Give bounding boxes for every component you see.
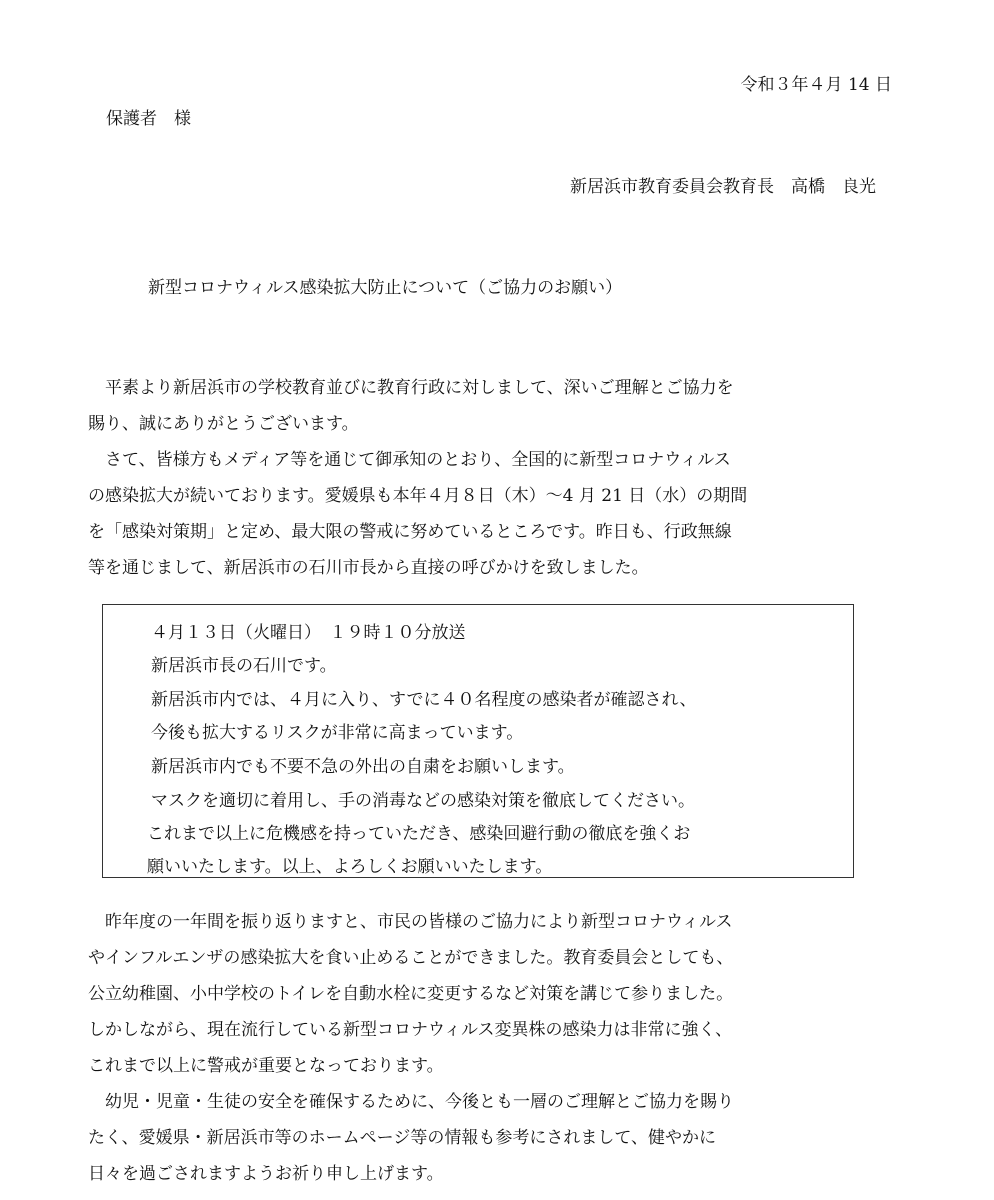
recipient: 保護者 様 bbox=[106, 109, 191, 129]
document-date: 令和３年４月 14 日 bbox=[740, 75, 892, 95]
text-line: 日々を過ごされますようお祈り申し上げます。 bbox=[88, 1164, 444, 1184]
text-line: の感染拡大が続いております。愛媛県も本年４月８日（木）～4 月 21 日（水）の期間 bbox=[88, 486, 748, 506]
text-line: を「感染対策期」と定め、最大限の警戒に努めているところです。昨日も、行政無線 bbox=[88, 522, 732, 542]
broadcast-line: これまで以上に危機感を持っていただき、感染回避行動の徹底を強くお bbox=[147, 824, 691, 844]
broadcast-line: 新居浜市長の石川です。 bbox=[151, 656, 337, 676]
broadcast-box bbox=[102, 604, 854, 878]
text-line: 等を通じまして、新居浜市の石川市長から直接の呼びかけを致しました。 bbox=[88, 558, 649, 578]
broadcast-line: 願いいたします。以上、よろしくお願いいたします。 bbox=[147, 857, 553, 877]
sender: 新居浜市教育委員会教育長 高橋 良光 bbox=[570, 177, 876, 197]
text-line: 平素より新居浜市の学校教育並びに教育行政に対しまして、深いご理解とご協力を bbox=[88, 378, 734, 398]
text-line: 賜り、誠にありがとうございます。 bbox=[88, 414, 359, 434]
broadcast-line: 今後も拡大するリスクが非常に高まっています。 bbox=[151, 723, 524, 743]
text-line: 昨年度の一年間を振り返りますと、市民の皆様のご協力により新型コロナウィルス bbox=[88, 912, 733, 932]
text-line: 公立幼稚園、小中学校のトイレを自動水栓に変更するなど対策を講じて参りました。 bbox=[88, 984, 734, 1004]
text-line: たく、愛媛県・新居浜市等のホームページ等の情報も参考にされまして、健やかに bbox=[88, 1128, 716, 1148]
closing-paragraph bbox=[88, 904, 868, 1192]
text-line: やインフルエンザの感染拡大を食い止めることができました。教育委員会としても、 bbox=[88, 948, 734, 968]
text-line: 幼児・児童・生徒の安全を確保するために、今後とも一層のご理解とご協力を賜り bbox=[88, 1092, 734, 1112]
intro-paragraph bbox=[88, 370, 868, 586]
text-line: さて、皆様方もメディア等を通じて御承知のとおり、全国的に新型コロナウィルス bbox=[88, 450, 731, 470]
broadcast-line: マスクを適切に着用し、手の消毒などの感染対策を徹底してください。 bbox=[151, 791, 695, 811]
document-title: 新型コロナウィルス感染拡大防止について（ご協力のお願い） bbox=[148, 278, 623, 298]
broadcast-line: ４月１３日（火曜日） １９時１０分放送 bbox=[151, 623, 466, 643]
broadcast-line: 新居浜市内では、４月に入り、すでに４０名程度の感染者が確認され、 bbox=[151, 690, 697, 710]
text-line: これまで以上に警戒が重要となっております。 bbox=[88, 1056, 444, 1076]
text-line: しかしながら、現在流行している新型コロナウィルス変異株の感染力は非常に強く、 bbox=[88, 1020, 733, 1040]
broadcast-line: 新居浜市内でも不要不急の外出の自粛をお願いします。 bbox=[151, 757, 575, 777]
